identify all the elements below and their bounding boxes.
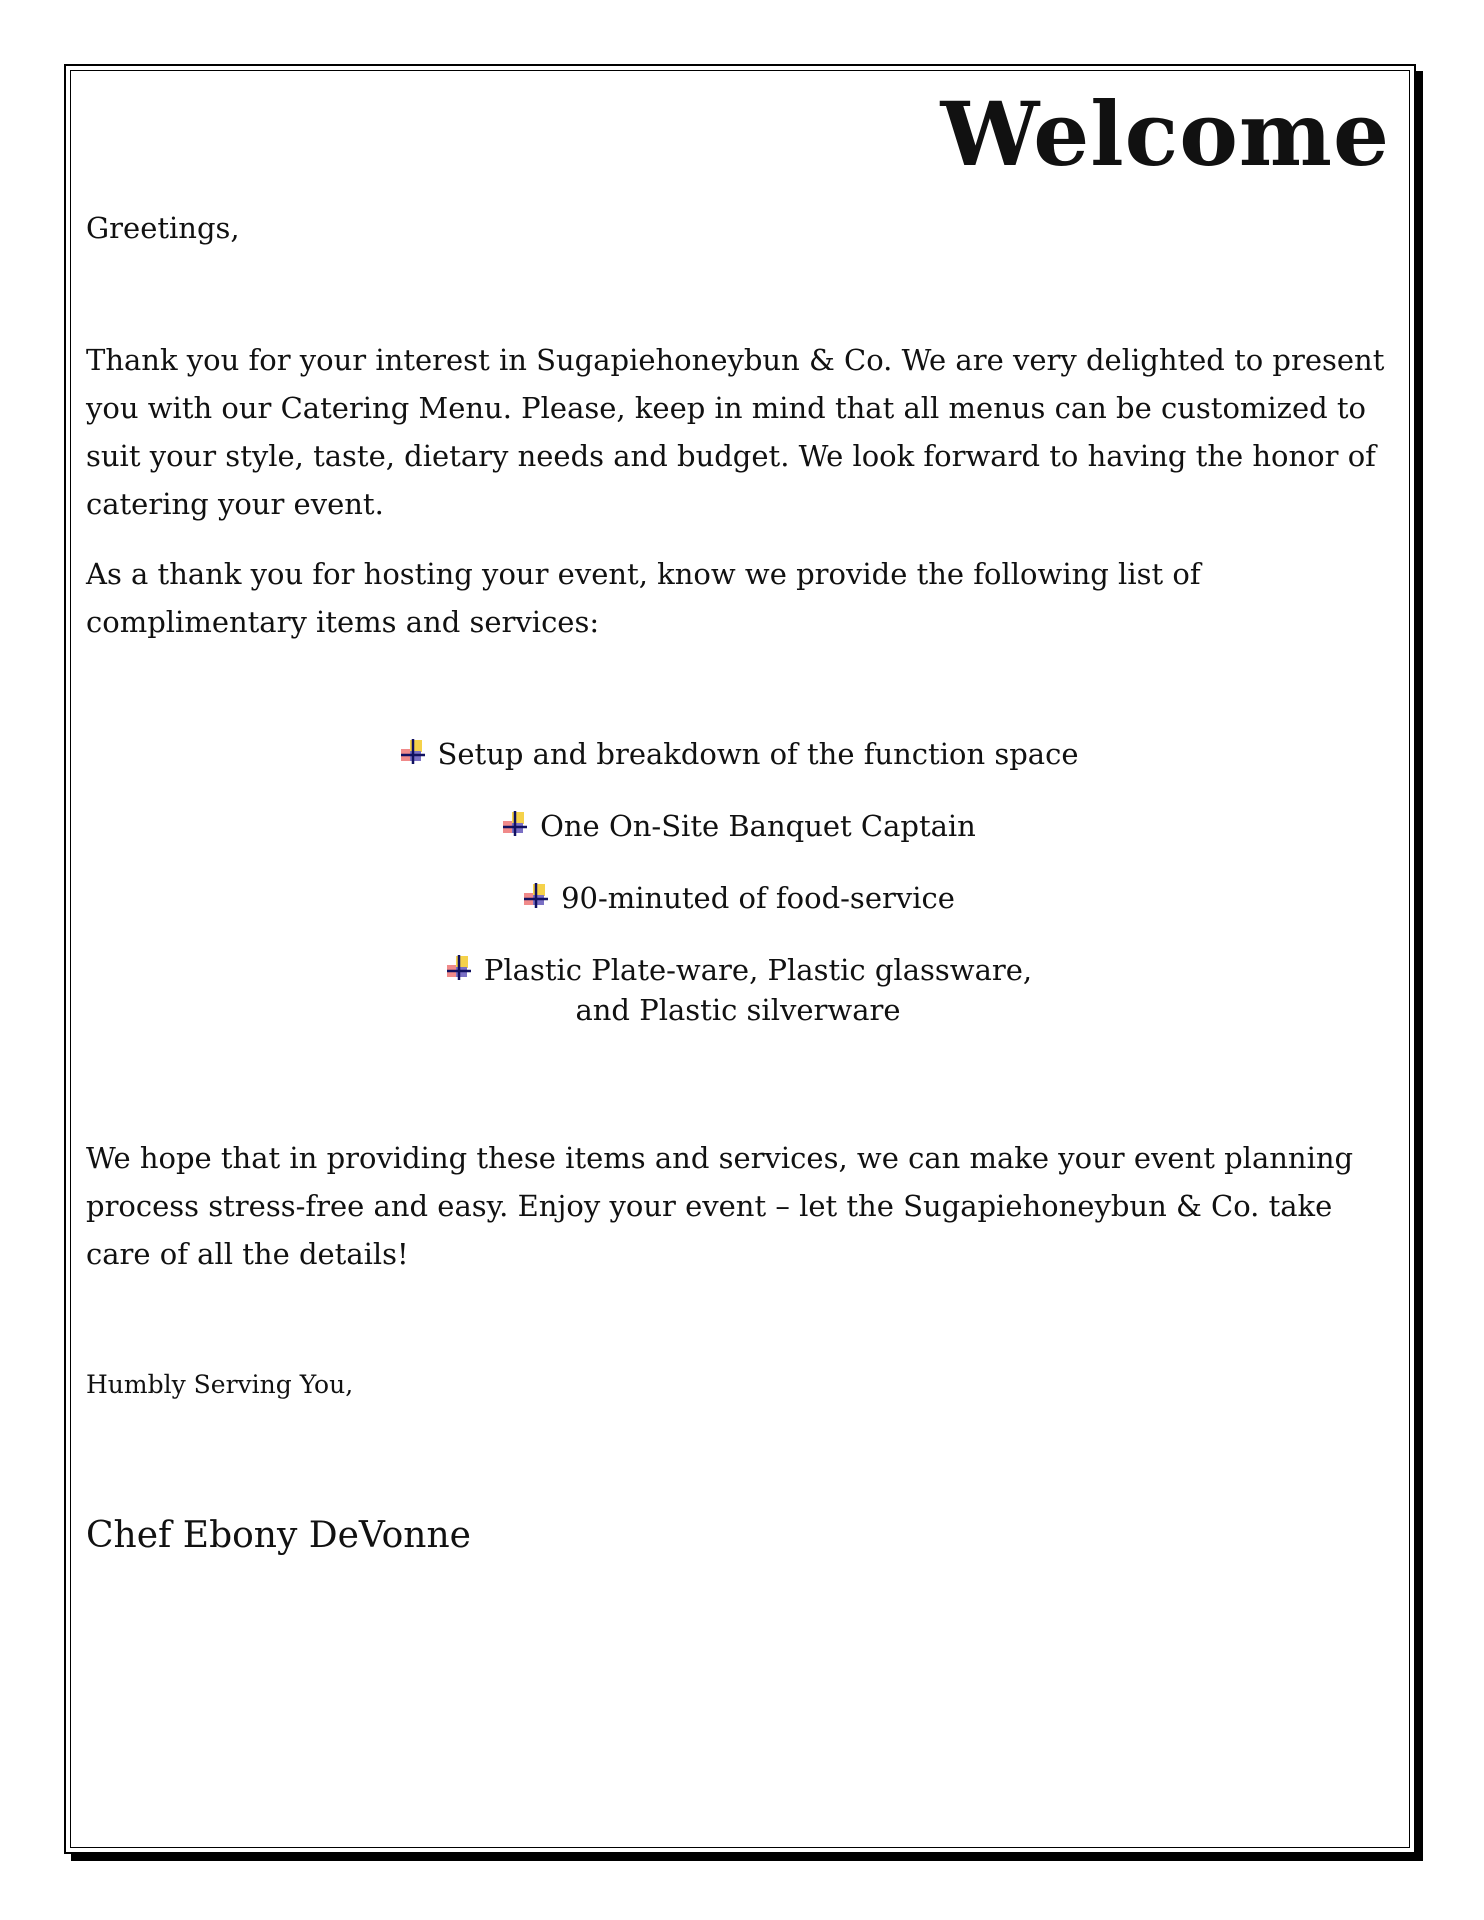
page-title: Welcome [940,82,1390,186]
list-item-label: Plastic Plate-ware, Plastic glassware, and Plastic silverware [483,952,1033,1027]
intro-paragraph: Thank you for your interest in Sugapiehoneybun & Co. We are very delighted to present you with our Catering Menu. Please, keep in mind that all menus can be customized to suit your style, taste, dietary needs and budget. We look forward to having the honor of catering your event. [86,342,1385,521]
greeting: Greetings, [86,211,240,245]
list-item-label: One On-Site Banquet Captain [540,808,976,843]
crossed-squares-bullet-icon [521,881,551,911]
crossed-squares-bullet-icon [398,737,428,767]
letter-content [86,82,1390,1556]
complimentary-list [86,734,1390,1030]
list-item-label: Setup and breakdown of the function space [437,736,1079,771]
list-item [86,878,1390,918]
list-item-label: 90-minuted of food-service [561,880,955,915]
list-item [418,950,1058,1030]
signature: Chef Ebony DeVonne [86,1514,471,1556]
crossed-squares-bullet-icon [500,809,530,839]
signoff: Humbly Serving You, [86,1369,354,1399]
crossed-squares-bullet-icon [444,953,474,983]
closing-paragraph: We hope that in providing these items and services, we can make your event planning process stress-free and easy. Enjoy your event – let the Sugapiehoneybun & Co. take care of all the details! [86,1140,1354,1271]
list-item [86,806,1390,846]
complimentary-intro-paragraph: As a thank you for hosting your event, know we provide the following list of complimentary items and services: [86,556,1201,639]
list-item [86,734,1390,774]
